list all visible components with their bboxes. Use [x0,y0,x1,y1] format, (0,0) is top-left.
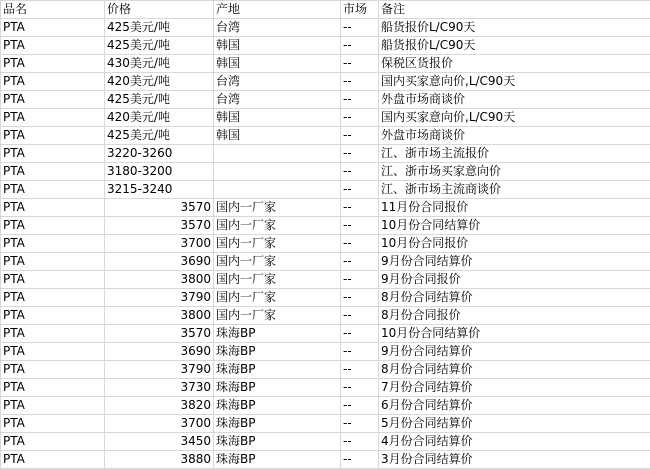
cell-market: -- [341,55,379,73]
cell-price: 3790 [105,361,214,379]
cell-market: -- [341,127,379,145]
cell-name: PTA [1,145,105,163]
cell-market: -- [341,325,379,343]
cell-note: 5月份合同结算价 [379,415,650,433]
cell-price: 425美元/吨 [105,19,214,37]
cell-market: -- [341,271,379,289]
cell-market: -- [341,19,379,37]
cell-note: 4月份合同结算价 [379,433,650,451]
cell-price: 425美元/吨 [105,91,214,109]
cell-name: PTA [1,199,105,217]
cell-name: PTA [1,415,105,433]
cell-market: -- [341,199,379,217]
table-row [1,181,650,199]
cell-name: PTA [1,37,105,55]
cell-price: 3570 [105,217,214,235]
cell-origin: 台湾 [214,73,341,91]
table-row [1,343,650,361]
cell-name: PTA [1,19,105,37]
cell-price: 425美元/吨 [105,127,214,145]
cell-origin: 韩国 [214,127,341,145]
cell-price: 3790 [105,289,214,307]
cell-note: 保税区货报价 [379,55,650,73]
cell-market: -- [341,433,379,451]
cell-price: 3700 [105,415,214,433]
cell-name: PTA [1,271,105,289]
cell-note: 8月份合同结算价 [379,361,650,379]
cell-origin [214,145,341,163]
cell-price: 3450 [105,433,214,451]
cell-origin: 珠海BP [214,379,341,397]
table-row [1,91,650,109]
cell-note: 8月份合同报价 [379,307,650,325]
table-row [1,361,650,379]
cell-price: 3820 [105,397,214,415]
table-row [1,325,650,343]
cell-name: PTA [1,361,105,379]
cell-origin: 国内一厂家 [214,271,341,289]
cell-note: 10月份合同结算价 [379,325,650,343]
cell-origin: 台湾 [214,19,341,37]
cell-price: 3700 [105,235,214,253]
header-note: 备注 [379,1,650,19]
cell-name: PTA [1,217,105,235]
cell-origin: 珠海BP [214,451,341,469]
cell-market: -- [341,343,379,361]
table-row [1,307,650,325]
cell-origin: 国内一厂家 [214,289,341,307]
cell-origin: 珠海BP [214,325,341,343]
cell-market: -- [341,289,379,307]
table-row [1,109,650,127]
cell-note: 国内买家意向价,L/C90天 [379,109,650,127]
table-row [1,289,650,307]
cell-name: PTA [1,181,105,199]
cell-market: -- [341,181,379,199]
cell-name: PTA [1,343,105,361]
cell-origin: 珠海BP [214,415,341,433]
cell-origin: 珠海BP [214,361,341,379]
cell-name: PTA [1,433,105,451]
cell-name: PTA [1,307,105,325]
table-row [1,199,650,217]
cell-name: PTA [1,55,105,73]
cell-market: -- [341,145,379,163]
table-row [1,73,650,91]
table-row [1,55,650,73]
cell-name: PTA [1,73,105,91]
cell-note: 9月份合同结算价 [379,253,650,271]
cell-market: -- [341,415,379,433]
table-row [1,253,650,271]
cell-note: 船货报价L/C90天 [379,37,650,55]
cell-market: -- [341,253,379,271]
cell-price: 3800 [105,271,214,289]
cell-note: 10月份合同结算价 [379,217,650,235]
cell-note: 江、浙市场主流报价 [379,145,650,163]
cell-price: 420美元/吨 [105,73,214,91]
table-row [1,451,650,469]
cell-name: PTA [1,91,105,109]
cell-note: 船货报价L/C90天 [379,19,650,37]
cell-origin: 珠海BP [214,433,341,451]
table-row [1,379,650,397]
cell-name: PTA [1,379,105,397]
cell-origin: 韩国 [214,37,341,55]
cell-note: 11月份合同报价 [379,199,650,217]
cell-note: 7月份合同结算价 [379,379,650,397]
cell-note: 3月份合同结算价 [379,451,650,469]
cell-note: 9月份合同报价 [379,271,650,289]
cell-name: PTA [1,253,105,271]
cell-market: -- [341,397,379,415]
cell-market: -- [341,235,379,253]
cell-note: 9月份合同结算价 [379,343,650,361]
header-price: 价格 [105,1,214,19]
header-origin: 产地 [214,1,341,19]
cell-note: 外盘市场商谈价 [379,127,650,145]
cell-market: -- [341,307,379,325]
cell-origin: 国内一厂家 [214,307,341,325]
cell-market: -- [341,451,379,469]
cell-note: 国内买家意向价,L/C90天 [379,73,650,91]
cell-name: PTA [1,163,105,181]
table-row [1,37,650,55]
table-body [1,19,650,469]
cell-origin: 韩国 [214,109,341,127]
cell-price: 425美元/吨 [105,37,214,55]
cell-market: -- [341,163,379,181]
cell-price: 3180-3200 [105,163,214,181]
header-name: 品名 [1,1,105,19]
cell-note: 8月份合同结算价 [379,289,650,307]
cell-price: 3690 [105,343,214,361]
cell-market: -- [341,91,379,109]
table-row [1,433,650,451]
table-row [1,271,650,289]
cell-name: PTA [1,289,105,307]
cell-name: PTA [1,127,105,145]
table-row [1,217,650,235]
table-row [1,127,650,145]
cell-origin [214,181,341,199]
cell-note: 江、浙市场买家意向价 [379,163,650,181]
cell-origin: 韩国 [214,55,341,73]
cell-market: -- [341,37,379,55]
cell-market: -- [341,217,379,235]
cell-origin: 国内一厂家 [214,199,341,217]
cell-note: 江、浙市场主流商谈价 [379,181,650,199]
cell-note: 外盘市场商谈价 [379,91,650,109]
cell-market: -- [341,73,379,91]
cell-price: 3880 [105,451,214,469]
cell-price: 3730 [105,379,214,397]
cell-name: PTA [1,235,105,253]
table-row [1,397,650,415]
cell-market: -- [341,109,379,127]
table-row [1,19,650,37]
cell-origin: 台湾 [214,91,341,109]
cell-price: 3570 [105,325,214,343]
cell-note: 10月份合同报价 [379,235,650,253]
cell-price: 3220-3260 [105,145,214,163]
header-row [1,1,650,19]
cell-price: 3570 [105,199,214,217]
cell-origin: 国内一厂家 [214,253,341,271]
cell-price: 3690 [105,253,214,271]
cell-note: 6月份合同结算价 [379,397,650,415]
header-market: 市场 [341,1,379,19]
cell-market: -- [341,379,379,397]
cell-price: 430美元/吨 [105,55,214,73]
cell-origin: 珠海BP [214,343,341,361]
table-row [1,235,650,253]
cell-name: PTA [1,451,105,469]
table-row [1,145,650,163]
cell-price: 3215-3240 [105,181,214,199]
cell-name: PTA [1,325,105,343]
cell-name: PTA [1,109,105,127]
cell-origin: 珠海BP [214,397,341,415]
table-row [1,163,650,181]
cell-price: 420美元/吨 [105,109,214,127]
cell-origin: 国内一厂家 [214,217,341,235]
cell-price: 3800 [105,307,214,325]
cell-market: -- [341,361,379,379]
cell-name: PTA [1,397,105,415]
cell-origin [214,163,341,181]
cell-origin: 国内一厂家 [214,235,341,253]
table-row [1,415,650,433]
